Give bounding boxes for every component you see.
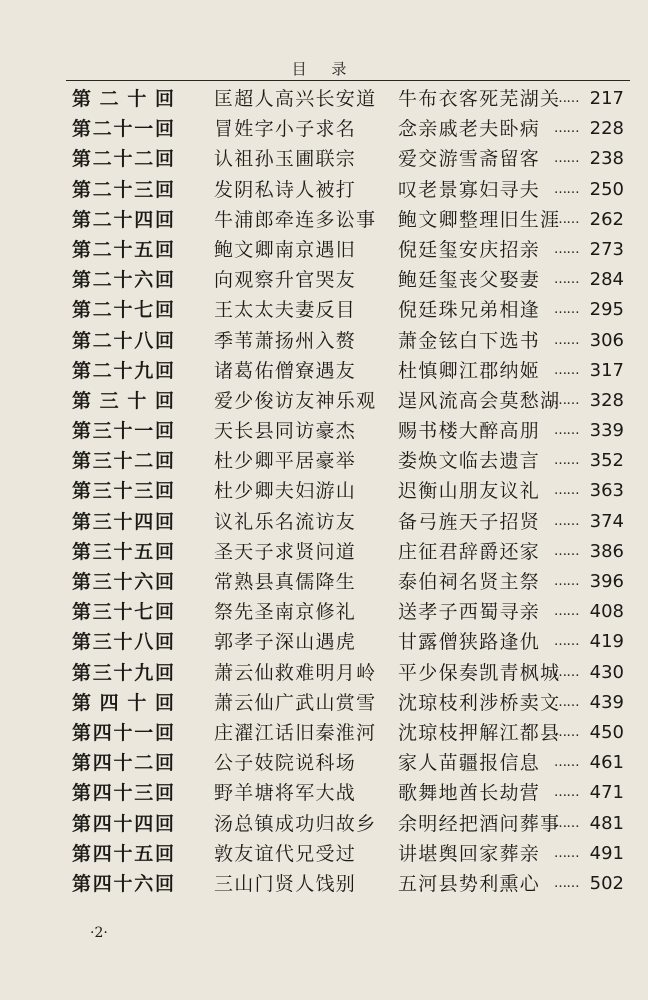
leader-dots: …… (554, 453, 579, 469)
chapter-title-second-line: 倪廷珠兄弟相逢 (398, 299, 541, 322)
page-ref: 374 (589, 510, 624, 532)
chapter-title-first-line: 杜少卿平居豪举 (214, 450, 357, 473)
page-ref: 471 (589, 782, 624, 804)
chapter-title-second-line: 沈琼枝利涉桥卖文 (398, 691, 561, 714)
chapter-number: 第 二 十 回 (72, 88, 174, 110)
chapter-number: 第 二 十 八 回 (72, 329, 174, 352)
page-ref: 328 (589, 389, 624, 411)
toc-entry (0, 869, 648, 899)
page-ref: 450 (589, 721, 624, 743)
page-ref: 363 (589, 480, 624, 502)
leader-dots: …… (554, 362, 579, 378)
page-ref: 217 (589, 88, 624, 109)
chapter-title-first-line: 季苇萧扬州入赘 (214, 329, 357, 352)
leader-dots: …… (554, 574, 579, 589)
toc-entry (0, 386, 648, 416)
toc-entry (0, 114, 648, 144)
chapter-number: 第 二 十 三 回 (72, 178, 174, 201)
chapter-number: 第 四 十 二 回 (72, 752, 174, 775)
leader-dots: …… (554, 755, 579, 771)
leader-dots: …… (554, 543, 579, 559)
chapter-title-first-line: 牛浦郎牵连多讼事 (214, 208, 377, 231)
toc-entry (0, 416, 648, 446)
toc-entry (0, 658, 648, 688)
page-ref: 295 (589, 299, 624, 321)
toc-entry (0, 295, 648, 325)
chapter-title-first-line: 王太太夫妻反目 (214, 299, 357, 322)
chapter-number: 第 三 十 四 回 (72, 510, 174, 533)
page-ref: 502 (589, 872, 624, 894)
toc-entry (0, 205, 648, 235)
page-ref: 273 (589, 238, 624, 260)
toc-entry (0, 235, 648, 265)
chapter-number: 第 四 十 回 (72, 691, 174, 714)
chapter-number: 第 四 十 四 回 (72, 812, 174, 835)
toc-entry (0, 809, 648, 839)
chapter-title-first-line: 郭孝子深山遇虎 (214, 631, 357, 654)
toc-entry (0, 748, 648, 778)
leader-dots: …… (554, 181, 579, 197)
chapter-title-first-line: 三山门贤人饯别 (214, 872, 357, 895)
toc-entry (0, 446, 648, 476)
toc-entry (0, 265, 648, 295)
chapter-number: 第 二 十 一 回 (72, 118, 174, 141)
chapter-title-first-line: 圣天子求贤问道 (214, 540, 357, 563)
toc-entry (0, 688, 648, 718)
chapter-number: 第 三 十 回 (72, 389, 174, 412)
chapter-title-first-line: 认祖孙玉圃联宗 (214, 148, 357, 171)
chapter-title-second-line: 余明经把酒问葬事 (398, 812, 561, 835)
chapter-number: 第 二 十 七 回 (72, 299, 174, 322)
chapter-number: 第 四 十 六 回 (72, 872, 174, 895)
page-ref: 284 (589, 269, 624, 291)
page-ref: 262 (589, 208, 624, 230)
leader-dots: …… (554, 513, 579, 529)
page-ref: 430 (589, 661, 624, 683)
toc-entry (0, 537, 648, 567)
toc-entry (0, 356, 648, 386)
leader-dots: …… (554, 694, 579, 710)
chapter-title-second-line: 备弓旌天子招贤 (398, 510, 541, 533)
chapter-title-first-line: 发阴私诗人被打 (214, 178, 357, 201)
chapter-title-second-line: 平少保奏凯青枫城 (398, 661, 561, 684)
chapter-title-first-line: 向观察升官哭友 (214, 269, 357, 292)
chapter-number: 第 三 十 六 回 (72, 571, 174, 593)
chapter-title-first-line: 爱少俊访友神乐观 (214, 389, 377, 412)
chapter-number: 第 三 十 七 回 (72, 601, 174, 624)
chapter-title-first-line: 冒姓字小子求名 (214, 118, 357, 141)
toc-entry (0, 84, 648, 114)
page-ref: 481 (589, 812, 624, 834)
chapter-title-second-line: 娄焕文临去遗言 (398, 450, 541, 473)
chapter-title-first-line: 鲍文卿南京遇旧 (214, 238, 357, 261)
chapter-number: 第 三 十 九 回 (72, 661, 174, 684)
chapter-title-second-line: 讲堪舆回家葬亲 (398, 842, 541, 865)
chapter-title-second-line: 杜慎卿江郡纳姬 (398, 359, 541, 382)
page-ref: 228 (589, 118, 624, 140)
chapter-number: 第 四 十 五 回 (72, 842, 174, 865)
page-ref: 306 (589, 329, 624, 351)
chapter-title-second-line: 念亲戚老夫卧病 (398, 118, 541, 141)
chapter-title-first-line: 萧云仙广武山赏雪 (214, 691, 377, 714)
toc-entry (0, 326, 648, 356)
chapter-number: 第 二 十 四 回 (72, 208, 174, 231)
leader-dots: …… (554, 664, 579, 680)
chapter-title-second-line: 庄征君辞爵还家 (398, 540, 541, 563)
toc-entry (0, 597, 648, 627)
page-ref: 491 (589, 842, 624, 864)
chapter-title-second-line: 倪廷玺安庆招亲 (398, 238, 541, 261)
leader-dots: …… (554, 332, 579, 348)
leader-dots: …… (554, 875, 579, 891)
toc-entry (0, 718, 648, 748)
chapter-number: 第 三 十 八 回 (72, 631, 174, 654)
toc-entry (0, 839, 648, 869)
chapter-number: 第 四 十 三 回 (72, 782, 174, 805)
chapter-title-first-line: 庄濯江话旧秦淮河 (214, 721, 377, 744)
leader-dots: …… (554, 845, 579, 861)
chapter-title-second-line: 逞风流高会莫愁湖 (398, 389, 561, 412)
chapter-title-first-line: 杜少卿夫妇游山 (214, 480, 357, 503)
chapter-title-first-line: 祭先圣南京修礼 (214, 601, 357, 624)
chapter-title-second-line: 甘露僧狭路逢仇 (398, 631, 541, 654)
chapter-title-first-line: 敦友谊代兄受过 (214, 842, 357, 865)
toc-entry (0, 627, 648, 657)
toc-entry (0, 476, 648, 506)
chapter-title-second-line: 家人苗疆报信息 (398, 752, 541, 775)
chapter-title-second-line: 迟衡山朋友议礼 (398, 480, 541, 503)
header-rule (66, 80, 630, 81)
chapter-title-second-line: 沈琼枝押解江都县 (398, 721, 561, 744)
chapter-number: 第 四 十 一 回 (72, 721, 174, 744)
chapter-number: 第 三 十 五 回 (72, 540, 174, 563)
chapter-title-first-line: 公子妓院说科场 (214, 752, 357, 775)
chapter-title-first-line: 议礼乐名流访友 (214, 510, 357, 533)
chapter-title-second-line: 歌舞地酋长劫营 (398, 782, 541, 805)
leader-dots: …… (554, 302, 579, 318)
page-ref: 396 (589, 571, 624, 592)
page-header-title: 目 录 (291, 60, 357, 78)
chapter-title-second-line: 五河县势利熏心 (398, 872, 541, 895)
leader-dots: …… (554, 423, 579, 439)
page-ref: 408 (589, 601, 624, 623)
leader-dots: …… (554, 211, 579, 227)
page-ref: 461 (589, 752, 624, 774)
chapter-title-first-line: 诸葛佑僧寮遇友 (214, 359, 357, 382)
page-ref: 439 (589, 691, 624, 713)
toc-entry (0, 144, 648, 174)
leader-dots: …… (554, 634, 579, 650)
page-ref: 238 (589, 148, 624, 170)
page-ref: 419 (589, 631, 624, 653)
chapter-title-first-line: 野羊塘将军大战 (214, 782, 357, 805)
leader-dots: …… (554, 241, 579, 257)
page-ref: 339 (589, 420, 624, 442)
chapter-title-second-line: 泰伯祠名贤主祭 (398, 571, 541, 593)
leader-dots: …… (554, 483, 579, 499)
chapter-title-second-line: 萧金铉白下选书 (398, 329, 541, 352)
chapter-title-second-line: 叹老景寡妇寻夫 (398, 178, 541, 201)
leader-dots: …… (554, 815, 579, 831)
toc-entry (0, 778, 648, 808)
leader-dots: …… (554, 121, 579, 137)
chapter-number: 第 二 十 五 回 (72, 238, 174, 261)
chapter-title-first-line: 汤总镇成功归故乡 (214, 812, 377, 835)
page-ref: 386 (589, 540, 624, 562)
chapter-title-second-line: 鲍廷玺丧父娶妻 (398, 269, 541, 292)
toc-entry (0, 507, 648, 537)
page-number: ·2· (90, 925, 108, 941)
chapter-number: 第 三 十 二 回 (72, 450, 174, 473)
chapter-title-first-line: 萧云仙救难明月岭 (214, 661, 377, 684)
chapter-title-second-line: 鲍文卿整理旧生涯 (398, 208, 561, 231)
leader-dots: …… (554, 272, 579, 288)
chapter-number: 第 三 十 三 回 (72, 480, 174, 503)
leader-dots: …… (554, 604, 579, 620)
chapter-title-first-line: 天长县同访豪杰 (214, 420, 357, 443)
chapter-title-second-line: 送孝子西蜀寻亲 (398, 601, 541, 624)
leader-dots: …… (554, 724, 579, 740)
chapter-number: 第 二 十 六 回 (72, 269, 174, 292)
leader-dots: …… (554, 785, 579, 801)
page-ref: 250 (589, 178, 624, 200)
chapter-number: 第 三 十 一 回 (72, 420, 174, 443)
page-ref: 317 (589, 359, 624, 381)
chapter-title-second-line: 牛布衣客死芜湖关 (398, 88, 561, 110)
chapter-number: 第 二 十 九 回 (72, 359, 174, 382)
leader-dots: …… (554, 392, 579, 408)
chapter-title-first-line: 匡超人高兴长安道 (214, 88, 377, 110)
leader-dots: …… (554, 91, 579, 106)
chapter-title-first-line: 常熟县真儒降生 (214, 571, 357, 593)
chapter-title-second-line: 爱交游雪斋留客 (398, 148, 541, 171)
table-of-contents (0, 84, 648, 899)
leader-dots: …… (554, 151, 579, 167)
toc-entry (0, 175, 648, 205)
page-ref: 352 (589, 450, 624, 472)
chapter-title-second-line: 赐书楼大醉高朋 (398, 420, 541, 443)
toc-entry (0, 567, 648, 597)
chapter-number: 第 二 十 二 回 (72, 148, 174, 171)
